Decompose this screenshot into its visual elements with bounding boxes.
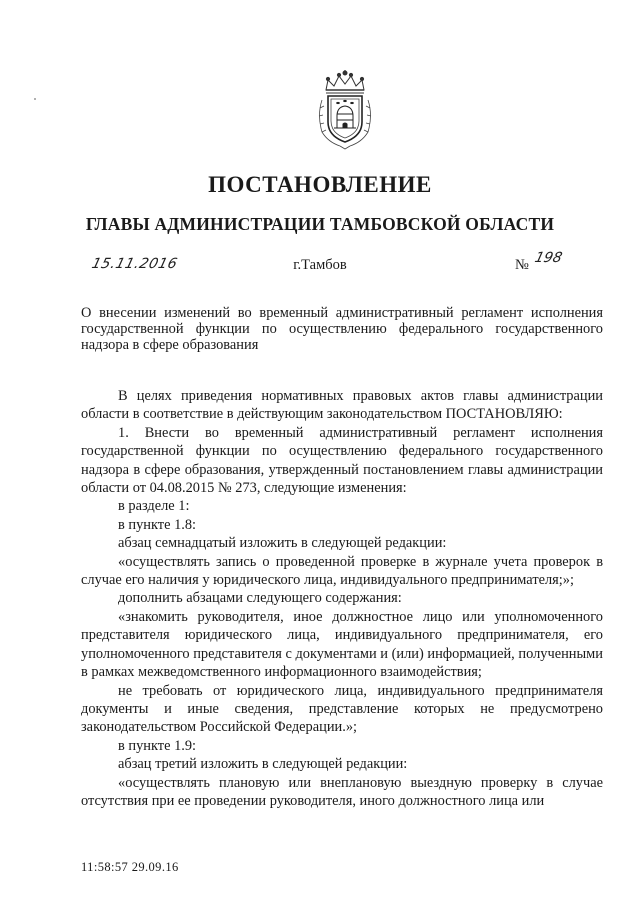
document-subtitle: ГЛАВЫ АДМИНИСТРАЦИИ ТАМБОВСКОЙ ОБЛАСТИ [85, 214, 555, 234]
footer-timestamp: 11:58:57 29.09.16 [81, 860, 179, 874]
handwritten-date: 15.11.2016 [90, 256, 180, 272]
body-paragraph: в пункте 1.8: [118, 516, 197, 533]
body-paragraph: «знакомить руководителя, иное должностное лицо или уполномоченного представителя юридического лица, индивидуального предпринимателя, его уполномоченного представителя с документами и (или) информацией, полученными в рамках межведомственного информационного взаимодействия; [81, 608, 603, 681]
body-paragraph: В целях приведения нормативных правовых актов главы администрации области в соответствие в действующим законодательством ПОСТАНОВЛЯЮ: [81, 388, 603, 423]
city-label: г.Тамбов [293, 257, 347, 273]
body-paragraph: абзац третий изложить в следующей редакции: [118, 756, 408, 773]
body-paragraph: в пункте 1.9: [118, 737, 197, 754]
body-paragraph: в разделе 1: [118, 498, 190, 515]
number-label: № [515, 257, 529, 273]
body-paragraph: «осуществлять запись о проведенной проверке в журнале учета проверок в случае его наличия у юридического лица, индивидуального предпринимателя;»; [81, 553, 603, 589]
tambov-coat-of-arms-icon [314, 70, 376, 150]
document-subject: О внесении изменений во временный административный регламент исполнения государственной функции по осуществлению федерального государственного надзора в сфере образования [81, 305, 603, 353]
document-title: ПОСТАНОВЛЕНИЕ [208, 172, 432, 197]
body-paragraph: дополнить абзацами следующего содержания: [118, 590, 402, 607]
body-paragraph: абзац семнадцатый изложить в следующей редакции: [118, 535, 447, 552]
scan-speck [34, 98, 36, 100]
document-body [81, 387, 603, 810]
body-paragraph: 1. Внести во временный административный регламент исполнения государственной функции по осуществлению федерального государственного надзора в сфере образования, утвержденный постановлением главы администрации области от 04.08.2015 № 273, следующие изменения: [81, 424, 603, 497]
handwritten-number: 198 [533, 250, 564, 266]
body-paragraph: не требовать от юридического лица, индивидуального предпринимателя документы и иные сведения, представление которых не предусмотрено законодательством Российской Федерации.»; [81, 682, 603, 736]
body-paragraph: «осуществлять плановую или внеплановую выездную проверку в случае отсутствия при ее проведении руководителя, иного должностного лица или [81, 774, 603, 809]
